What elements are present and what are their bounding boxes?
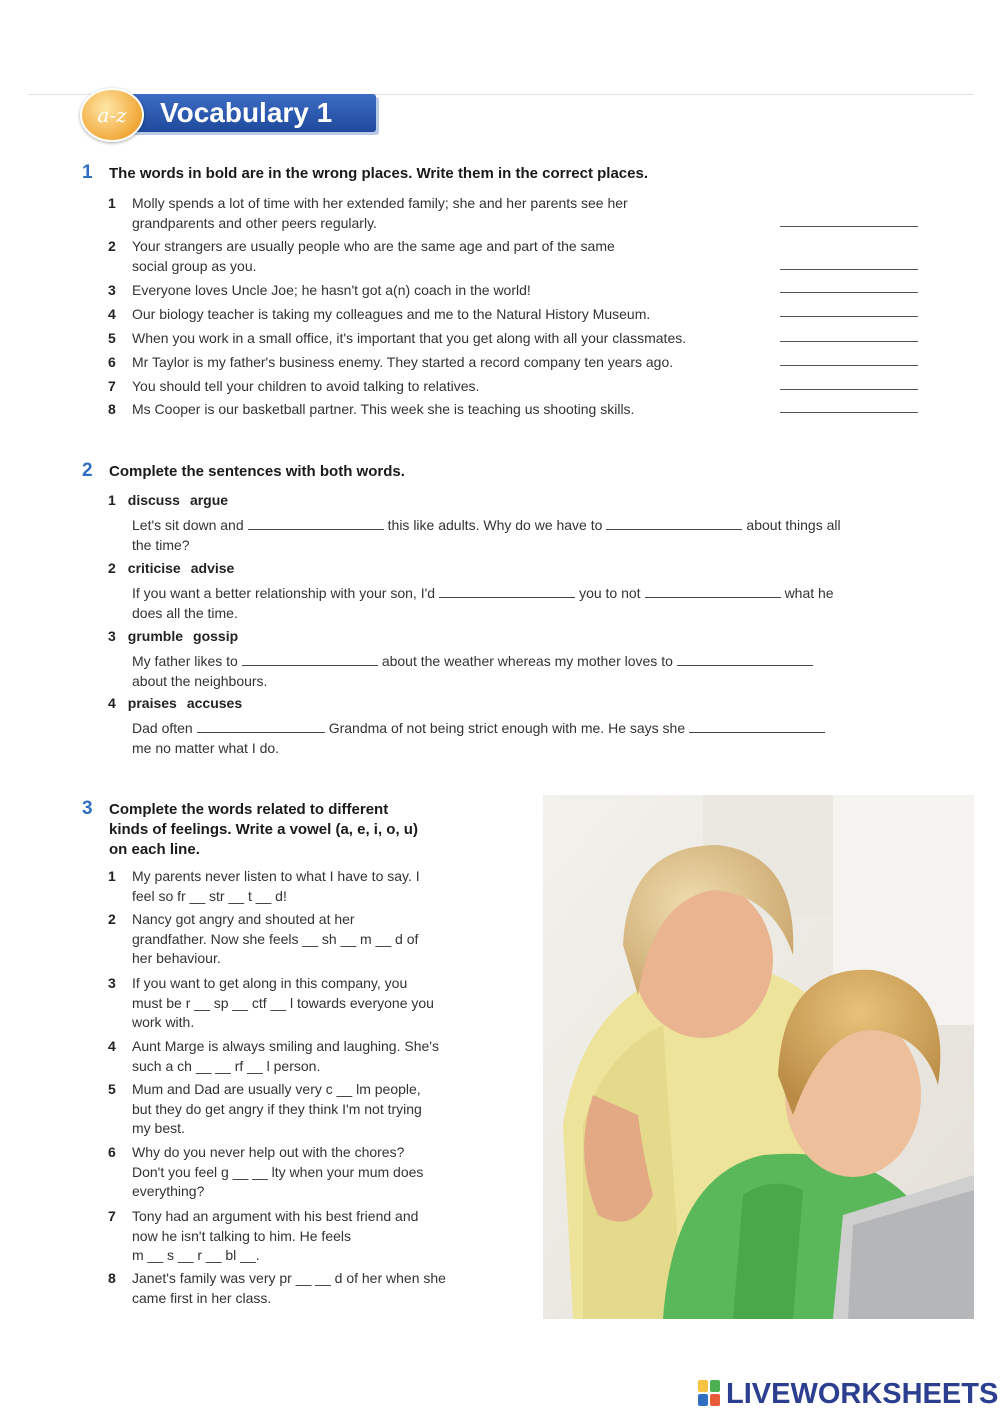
text-line: Tony had an argument with his best friend and — [132, 1208, 419, 1224]
item-text — [132, 1080, 422, 1139]
item-number: 4 — [108, 695, 116, 711]
text-fragment: Everyone loves Uncle Joe; he hasn't got a(n) — [132, 282, 415, 298]
item-text — [132, 305, 650, 325]
text-line: Janet's family was very pr __ __ d of her when she — [132, 1270, 446, 1286]
item-number: 5 — [108, 330, 116, 346]
item-number: 1 — [108, 492, 116, 508]
text-line: must be r __ sp __ ctf __ l towards everyone you — [132, 994, 434, 1011]
bold-word: peers — [281, 214, 317, 231]
text-line: feel so fr __ str __ t __ d! — [132, 887, 287, 904]
item-number: 4 — [108, 306, 116, 322]
text-line: social group as you. — [132, 257, 257, 274]
item-text — [132, 400, 634, 420]
word-option: advise — [190, 560, 235, 576]
exercise-instruction-line: Complete the words related to different — [109, 801, 389, 818]
text-line: Mum and Dad are usually very c __ lm people, — [132, 1081, 421, 1097]
answer-line[interactable] — [780, 316, 918, 317]
photo-illustration — [543, 795, 974, 1319]
text-line: My parents never listen to what I have to say. I — [132, 868, 420, 884]
word-option: criticise — [127, 560, 181, 576]
item-text — [132, 377, 479, 397]
word-option: praises — [127, 695, 177, 711]
answer-blank[interactable] — [242, 653, 378, 666]
item-number: 3 — [108, 282, 116, 298]
text-line: Don't you feel g __ __ lty when your mum does — [132, 1163, 424, 1180]
answer-line[interactable] — [780, 292, 918, 293]
sentence-line — [132, 719, 922, 739]
exercise-2-word-pair — [108, 628, 238, 644]
item-number: 2 — [108, 911, 116, 927]
exercise-number: 1 — [82, 162, 93, 183]
item-number: 6 — [108, 1144, 116, 1160]
exercise-number: 2 — [82, 460, 93, 481]
item-number: 7 — [108, 378, 116, 394]
answer-blank[interactable] — [248, 517, 384, 530]
text-fragment: Your — [132, 238, 165, 254]
item-number: 4 — [108, 1038, 116, 1054]
text-line: Nancy got angry and shouted at her — [132, 911, 355, 927]
exercise-2-sentence — [132, 719, 922, 758]
item-text — [132, 329, 686, 349]
item-number: 7 — [108, 1208, 116, 1224]
answer-line[interactable] — [780, 365, 918, 366]
item-text — [132, 910, 418, 969]
item-number: 2 — [108, 238, 116, 254]
item-number: 8 — [108, 1270, 116, 1286]
item-number: 3 — [108, 628, 116, 644]
item-text — [132, 194, 628, 233]
exercise-2-sentence — [132, 584, 922, 623]
text-fragment: about the weather whereas my mother loves to — [381, 653, 673, 669]
answer-blank[interactable] — [439, 585, 575, 598]
sentence-line: does all the time. — [132, 604, 238, 621]
answer-line[interactable] — [780, 341, 918, 342]
item-text — [132, 281, 531, 301]
a-z-badge-icon: a-z — [80, 88, 144, 142]
text-fragment: in the world! — [451, 282, 531, 298]
text-fragment: and me to the Natural History Museum. — [402, 306, 651, 322]
bold-word: strangers — [164, 238, 223, 254]
item-number: 1 — [108, 195, 116, 211]
exercise-instruction-line: kinds of feelings. Write a vowel (a, e, i, o, u) — [109, 821, 418, 838]
answer-line[interactable] — [780, 226, 918, 227]
bold-word: classmates — [612, 330, 683, 346]
sentence-line — [132, 584, 922, 604]
word-option: discuss — [127, 492, 180, 508]
liveworksheets-logo — [698, 1378, 998, 1410]
text-line: Molly spends a lot of time with her extended family; she and her parents see her — [132, 195, 628, 211]
bold-word: enemy — [338, 354, 380, 370]
text-fragment: If you want a better relationship with your son, I'd — [132, 585, 436, 601]
mother-and-son-photo — [543, 795, 974, 1319]
exercise-number: 3 — [82, 798, 93, 819]
bold-word: relatives — [423, 378, 476, 394]
text-line: everything? — [132, 1183, 205, 1199]
text-fragment: regularly. — [316, 214, 377, 231]
text-fragment: When you work in a small office, it's important that you get along with all your — [132, 330, 613, 346]
word-option: grumble — [127, 628, 184, 644]
answer-blank[interactable] — [645, 585, 781, 598]
answer-blank[interactable] — [677, 653, 813, 666]
sentence-line — [132, 516, 922, 536]
item-text — [132, 1037, 439, 1076]
text-fragment: Grandma of not being strict enough with me. He says she — [328, 720, 686, 736]
answer-line[interactable] — [780, 389, 918, 390]
exercise-instruction-line: on each line. — [109, 841, 200, 858]
text-fragment: are usually people who are the same age and part of the same — [222, 238, 615, 254]
logo-squares-icon — [698, 1380, 722, 1408]
text-fragment: You should tell your children to avoid talking to — [132, 378, 424, 394]
text-line: her behaviour. — [132, 950, 221, 966]
exercise-instruction: Complete the sentences with both words. — [109, 463, 405, 480]
exercise-2-sentence — [132, 516, 922, 555]
text-fragment: what he — [784, 585, 834, 601]
answer-line[interactable] — [780, 269, 918, 270]
text-fragment: . This week she is teaching us shooting skills. — [353, 401, 635, 417]
answer-blank[interactable] — [689, 720, 825, 733]
text-fragment: about things all — [746, 517, 841, 533]
item-number: 1 — [108, 868, 116, 884]
text-fragment: Dad often — [132, 720, 193, 736]
sentence-line: the time? — [132, 536, 190, 553]
item-number: 2 — [108, 560, 116, 576]
item-text — [132, 1143, 423, 1202]
text-fragment: Our biology teacher is taking my — [132, 306, 336, 322]
item-text — [132, 353, 673, 373]
text-line: now he isn't talking to him. He feels — [132, 1227, 352, 1244]
answer-blank[interactable] — [606, 517, 742, 530]
text-line: but they do get angry if they think I'm not trying — [132, 1100, 422, 1117]
bold-word: partner — [309, 401, 354, 417]
text-line: came first in her class. — [132, 1289, 272, 1306]
text-line: such a ch __ __ rf __ l person. — [132, 1057, 321, 1074]
item-text — [132, 237, 615, 276]
sentence-line: me no matter what I do. — [132, 739, 280, 756]
exercise-2-word-pair — [108, 560, 234, 576]
text-fragment: Ms Cooper is our basketball — [132, 401, 310, 417]
item-number: 5 — [108, 1081, 116, 1097]
item-text — [132, 867, 420, 906]
item-text — [132, 974, 434, 1033]
text-line: work with. — [132, 1014, 195, 1030]
answer-line[interactable] — [780, 412, 918, 413]
bold-word: colleagues — [335, 306, 403, 322]
text-line: m __ s __ r __ bl __. — [132, 1247, 260, 1263]
exercise-instruction: The words in bold are in the wrong places. Write them in the correct places. — [109, 165, 649, 182]
word-option: accuses — [186, 695, 243, 711]
text-fragment: Mr Taylor is my father's business — [132, 354, 339, 370]
text-fragment: . — [682, 330, 687, 346]
text-line: grandfather. Now she feels __ sh __ m __ d of — [132, 930, 419, 947]
exercise-2-sentence — [132, 652, 922, 691]
word-option: argue — [189, 492, 229, 508]
text-fragment: . — [475, 378, 480, 394]
sentence-line: about the neighbours. — [132, 672, 268, 689]
text-fragment: My father likes to — [132, 653, 238, 669]
item-number: 3 — [108, 975, 116, 991]
item-number: 8 — [108, 401, 116, 417]
text-fragment: . They started a record company ten years ago. — [379, 354, 674, 370]
text-fragment: grandparents and other — [132, 214, 282, 231]
item-number: 6 — [108, 354, 116, 370]
exercise-2-word-pair — [108, 695, 242, 711]
exercise-2-word-pair — [108, 492, 228, 508]
text-line: If you want to get along in this company, you — [132, 975, 408, 991]
bold-word: coach — [414, 282, 452, 298]
text-fragment: you to not — [579, 585, 641, 601]
text-line: Aunt Marge is always smiling and laughing. She's — [132, 1038, 439, 1054]
sentence-line — [132, 652, 922, 672]
text-fragment: Let's sit down and — [132, 517, 244, 533]
word-option: gossip — [193, 628, 239, 644]
section-title: Vocabulary 1 — [128, 94, 376, 132]
text-line: my best. — [132, 1120, 185, 1136]
item-text — [132, 1269, 446, 1308]
logo-text: LIVEWORKSHEETS — [726, 1377, 999, 1410]
item-text — [132, 1207, 418, 1266]
text-fragment: this like adults. Why do we have to — [387, 517, 603, 533]
answer-blank[interactable] — [197, 720, 325, 733]
text-line: Why do you never help out with the chores? — [132, 1144, 405, 1160]
